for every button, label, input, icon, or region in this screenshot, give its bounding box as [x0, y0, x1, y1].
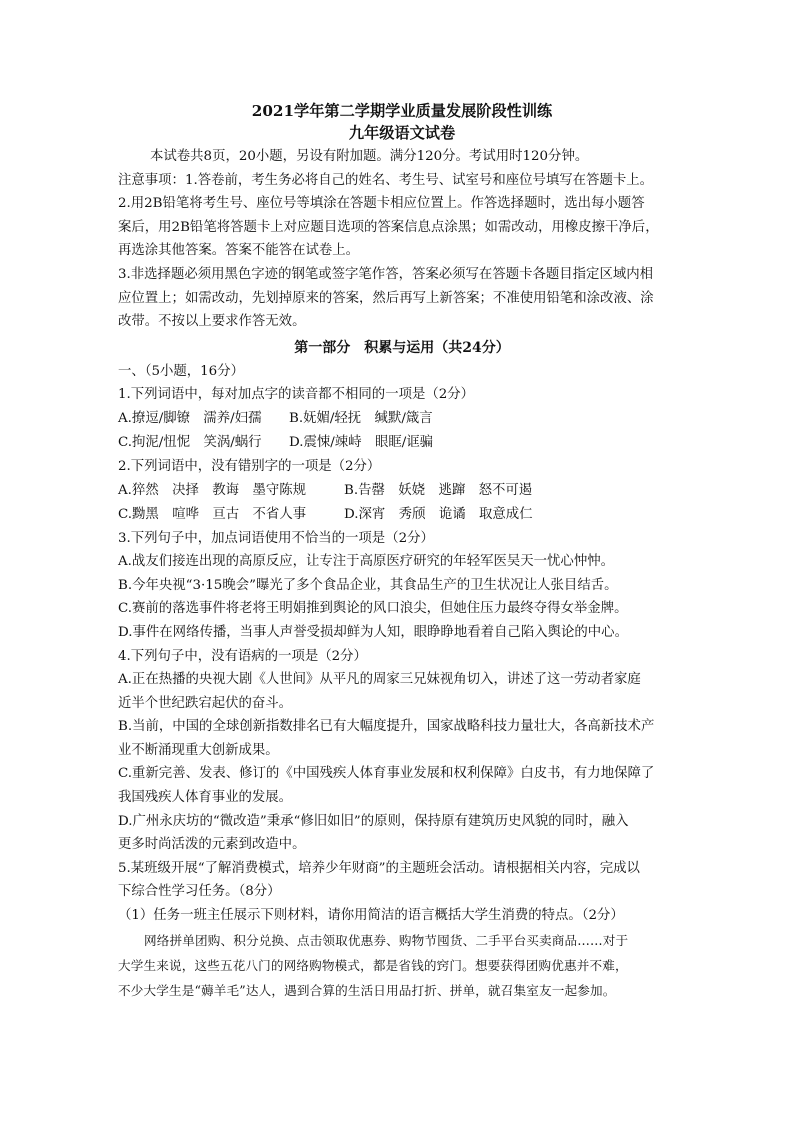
question-stem: 5.某班级开展“了解消费模式，培养少年财商”的主题班会活动。请根据相关内容，完成以 — [118, 860, 640, 876]
option-c-cont: 我国残疾人体育事业的发展。 — [118, 790, 293, 806]
intro-line: 本试卷共8页，20小题，另设有附加题。满分120分。考试用时120分钟。 — [150, 149, 589, 164]
option-a: A.正在热播的央视大剧《人世间》从平凡的周家三兄妹视角切入，讲述了这一劳动者家庭 — [118, 672, 641, 688]
material-text: 不少大学生是“薅羊毛”达人，遇到合算的生活日用品打折、拼单，就召集室友一起参加。 — [118, 982, 616, 998]
option-b: B.告罄 妖娆 逃蹿 怒不可遏 — [344, 482, 533, 498]
exam-subtitle: 九年级语文试卷 — [348, 124, 456, 142]
notice-line: 2.用2B铅笔将考生号、座位号等填涂在答题卡相应位置上。作答选择题时，选出每小题答 — [118, 196, 645, 212]
part-heading: 一、（5小题，16分） — [118, 363, 244, 379]
option-d: D.广州永庆坊的“微改造”秉承“修旧如旧”的原则，保持原有建筑历史风貌的同时，融入 — [118, 813, 629, 829]
option-a: A.战友们接连出现的高原反应，让专注于高原医疗研究的年轻军医吴天一忧心忡忡。 — [118, 554, 614, 570]
option-d: D.事件在网络传播，当事人声誉受损却鲜为人知，眼睁睁地看着自己陷入舆论的中心。 — [118, 624, 628, 640]
material-text: 大学生来说，这些五花八门的网络购物模式，都是省钱的窍门。想要获得团购优惠并不难， — [118, 957, 628, 973]
question-stem: 4.下列句子中，没有语病的一项是（2分） — [118, 648, 367, 664]
option-c: C.黝黑 喧哗 亘古 不省人事 — [118, 506, 307, 522]
question-options — [118, 431, 686, 455]
notice-line: 注意事项：1.答卷前，考生务必将自己的姓名、考生号、试室号和座位号填写在答题卡上。 — [118, 172, 654, 188]
notice-line: 改带。不按以上要求作答无效。 — [118, 314, 306, 330]
option-a-cont: 近半个世纪跌宕起伏的奋斗。 — [118, 695, 293, 711]
option-d: D.深宵 秀颀 诡谲 取意成仁 — [344, 506, 533, 522]
notice-line: 案后，用2B铅笔将答题卡上对应题目选项的答案信息点涂黑；如需改动，用橡皮擦干净后， — [118, 219, 659, 235]
notice-line: 再选涂其他答案。答案不能答在试卷上。 — [118, 243, 360, 259]
question-stem: 2.下列词语中，没有错别字的一项是（2分） — [118, 458, 381, 474]
question-stem: 3.下列句子中，加点词语使用不恰当的一项是（2分） — [118, 530, 434, 546]
material-text: 网络拼单团购、积分兑换、点击领取优惠券、购物节囤货、二手平台买卖商品……对于 — [144, 932, 629, 948]
section-title: 第一部分 积累与运用（共24分） — [294, 339, 510, 356]
notice-line: 应位置上；如需改动，先划掉原来的答案，然后再写上新答案；不准使用铅笔和涂改液、涂 — [118, 290, 654, 306]
option-b: B.当前，中国的全球创新指数排名已有大幅度提升，国家战略科技力量壮大，各高新技术产 — [118, 719, 655, 735]
option-b: B.妩媚/轻抚 缄默/箴言 — [289, 410, 433, 426]
question-stem: 1.下列词语中，每对加点字的读音都不相同的一项是（2分） — [118, 387, 475, 403]
option-b-cont: 业不断涌现重大创新成果。 — [118, 742, 279, 758]
option-a: A.撩逗/脚镣 濡养/妇孺 — [118, 410, 262, 426]
question-options — [118, 503, 686, 527]
option-d: D.震悚/竦峙 眼眶/诓骗 — [289, 434, 434, 450]
exam-title: 2021学年第二学期学业质量发展阶段性训练 — [251, 102, 553, 120]
question-stem-cont: 下综合性学习任务。（8分） — [118, 884, 281, 900]
option-c: C.赛前的落选事件将老将王明娟推到舆论的风口浪尖，但她住压力最终夺得女举金牌。 — [118, 601, 628, 617]
question-options — [118, 407, 686, 431]
option-b: B.今年央视“3·15晚会”曝光了多个食品企业，其食品生产的卫生状况让人张目结舌。 — [118, 577, 618, 593]
option-c: C.拘泥/忸怩 笑涡/蜗行 — [118, 434, 262, 450]
notice-line: 3.非选择题必须用黑色字迹的钢笔或签字笔作答，答案必须写在答题卡各题目指定区域内相 — [118, 266, 654, 282]
option-c: C.重新完善、发表、修订的《中国残疾人体育事业发展和权利保障》白皮书，有力地保障了 — [118, 766, 655, 782]
question-options — [118, 479, 686, 503]
exam-page — [118, 100, 686, 1003]
option-d-cont: 更多时尚活泼的元素到改造中。 — [118, 837, 306, 853]
option-a: A.猝然 决择 教诲 墨守陈规 — [118, 482, 307, 498]
subquestion: （1）任务一班主任展示下则材料，请你用简洁的语言概括大学生消费的特点。（2分） — [118, 908, 624, 924]
